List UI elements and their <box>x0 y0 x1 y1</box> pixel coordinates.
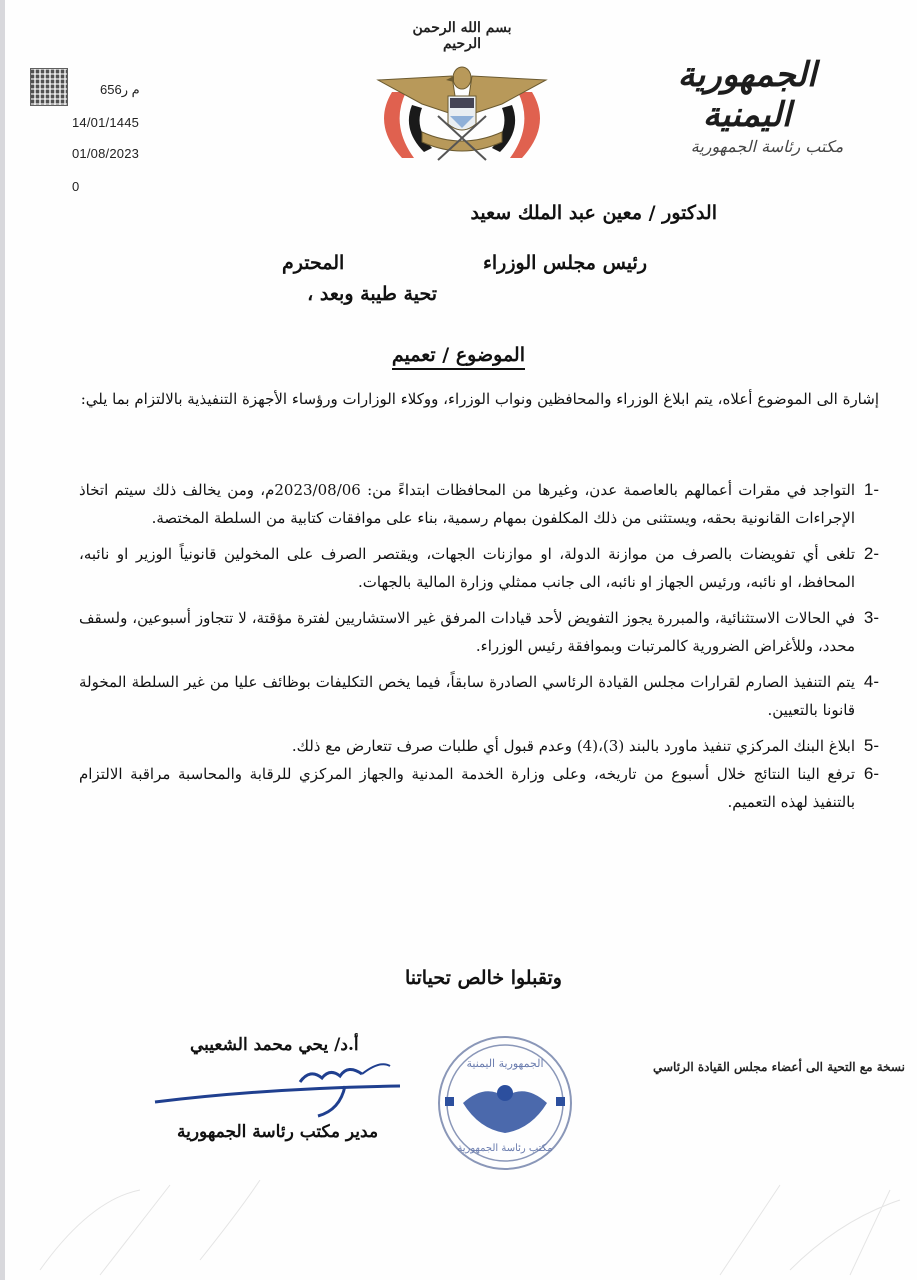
letterhead <box>637 55 857 156</box>
item-text: تلغى أي تفويضات بالصرف من موازنة الدولة، او موازنات الجهات، ويقتصر الصرف على المخولين قانونياً الوزير او نائبه، المحافظ، او نائبه، ورئيس الجهاز او نائبه، الى جانب ممثلي وزارة المالية بالجهات. <box>79 545 855 591</box>
date-hijri: 14/01/1445 <box>72 115 140 130</box>
directive-list <box>79 476 879 816</box>
directive-item <box>79 604 879 660</box>
item-text: التواجد في مقرات أعمالهم بالعاصمة عدن، وغيرها من المحافظات ابتداءً من: 2023/08/06م، ومن يخالف ذلك سيتم اتخاذ الإجراءات القانونية بحقه، ويستثنى من ذلك المكلفون بمهام رسمية، بناء على موافقات كتابية من السلطة المختصة. <box>79 481 855 527</box>
directive-item <box>79 540 879 596</box>
item-text: يتم التنفيذ الصارم لقرارات مجلس القيادة الرئاسي الصادرة سابقاً، فيما يخص التكليفات بوظائف عليا من غير السلطة المخولة قانونا بالتعيين. <box>79 673 855 719</box>
item-number: -2 <box>863 544 879 563</box>
stamp-top-text: الجمهورية اليمنية <box>466 1057 544 1070</box>
letterhead-subtitle: مكتب رئاسة الجمهورية <box>690 137 844 156</box>
item-number: -1 <box>863 480 879 499</box>
directive-item <box>79 760 879 816</box>
item-number: -3 <box>863 608 879 627</box>
signer-name: أ.د/ يحي محمد الشعيبي <box>190 1035 359 1055</box>
basmala: بسم الله الرحمن الرحيم <box>412 20 512 52</box>
item-number: -4 <box>863 672 879 691</box>
office-seal-stamp-icon <box>435 1033 575 1173</box>
item-text: ابلاغ البنك المركزي تنفيذ ماورد بالبند (3)،(4) وعدم قبول أي طلبات صرف تتعارض مع ذلك. <box>291 737 855 755</box>
directive-item <box>79 476 879 532</box>
cc-line: نسخة مع التحية الى أعضاء مجلس القيادة الرئاسي <box>653 1060 905 1074</box>
reference-number: 656م ر <box>100 82 140 97</box>
addressee-honorific: المحترم <box>282 252 345 274</box>
subject-line: الموضوع / تعميم <box>392 344 525 370</box>
addressee-title: رئيس مجلس الوزراء <box>482 252 647 274</box>
item-text: ترفع الينا النتائج خلال أسبوع من تاريخه، وعلى وزارة الخدمة المدنية والجهاز المركزي للرقابة والمحاسبة مراقبة الالتزام بالتنفيذ لهذه التعميم. <box>79 765 855 811</box>
letterhead-title: الجمهورية اليمنية <box>677 55 817 135</box>
yemen-eagle-emblem-icon <box>362 20 562 170</box>
closing-line: وتقبلوا خالص تحياتنا <box>405 967 562 989</box>
item-number: -6 <box>863 764 879 783</box>
addressee-name: الدكتور / معين عبد الملك سعيد <box>470 202 717 224</box>
handwritten-signature-icon <box>150 1060 410 1120</box>
directive-item <box>79 732 879 760</box>
page-edge <box>0 0 5 1280</box>
attachments-count: 0 <box>72 179 80 194</box>
date-gregorian: 01/08/2023 <box>72 146 140 161</box>
signer-role: مدير مكتب رئاسة الجمهورية <box>177 1122 379 1142</box>
stamp-bottom-text: مكتب رئاسة الجمهورية <box>457 1143 553 1154</box>
greeting: تحية طيبة وبعد ، <box>307 283 437 305</box>
directive-item <box>79 668 879 724</box>
qr-code-icon <box>30 68 68 106</box>
intro-paragraph: إشارة الى الموضوع أعلاه، يتم ابلاغ الوزراء والمحافظين ونواب الوزراء، ووكلاء الوزارات ورؤساء الأجهزة التنفيذية بالالتزام بما يلي: <box>80 390 879 408</box>
item-text: في الحالات الاستثنائية، والمبررة يجوز التفويض لأحد قيادات المرفق غير الاستشاريين لفترة مؤقتة، لا تتجاوز أسبوعين، ولسقف محدد، وللأغراض الضرورية كالمرتبات وبموافقة رئيس الوزراء. <box>79 609 855 655</box>
bleed-through-marks <box>0 1180 917 1280</box>
item-number: -5 <box>863 736 879 755</box>
